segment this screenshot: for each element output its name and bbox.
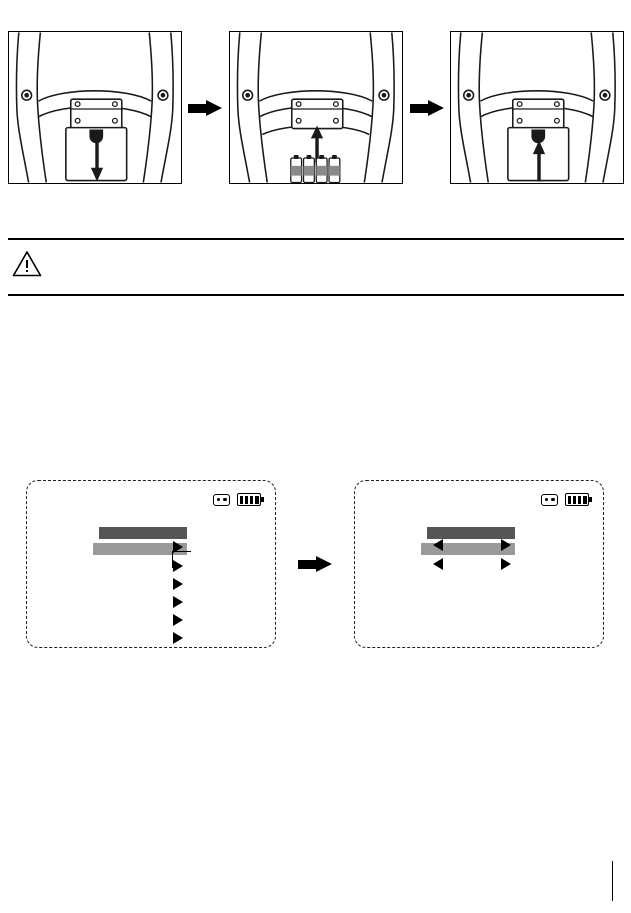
battery-icon <box>237 493 261 506</box>
menu-item-arrow[interactable] <box>173 541 183 553</box>
menu-title-bar <box>427 527 515 539</box>
status-icons <box>213 493 261 506</box>
camcorder-back-illustration <box>230 32 402 183</box>
step-arrow-1 <box>182 31 230 184</box>
menu-right-arrow[interactable] <box>501 539 511 551</box>
status-icons <box>541 493 589 506</box>
camcorder-back-illustration <box>9 32 181 183</box>
menu-screen-adjust <box>354 480 604 648</box>
battery-install-figure <box>8 30 624 185</box>
menu-title-bar <box>99 527 187 539</box>
step-arrow-2 <box>403 31 451 184</box>
battery-icon <box>565 493 589 506</box>
panel-close-cover <box>450 31 624 184</box>
tape-icon <box>541 494 558 506</box>
arrow-right-icon <box>410 100 444 116</box>
menu-item-arrow[interactable] <box>173 596 183 608</box>
menu-item-arrow[interactable] <box>173 614 183 626</box>
menu-item-arrow[interactable] <box>173 578 183 590</box>
arrow-right-icon <box>298 556 332 572</box>
menu-right-arrow[interactable] <box>501 558 511 570</box>
warning-triangle-icon <box>12 250 42 277</box>
menu-screens-figure <box>26 478 604 650</box>
camcorder-back-illustration <box>451 32 623 183</box>
step-arrow-3 <box>276 480 354 648</box>
menu-screen-list <box>26 480 276 648</box>
menu-item-arrow[interactable] <box>173 632 183 644</box>
rule-top <box>8 238 624 240</box>
panel-insert-batteries <box>229 31 403 184</box>
page-footer-mark <box>612 861 614 901</box>
caution-block <box>8 238 624 296</box>
menu-item-arrow[interactable] <box>173 560 183 572</box>
menu-left-arrow[interactable] <box>433 558 443 570</box>
panel-open-cover <box>8 31 182 184</box>
tape-icon <box>213 494 230 506</box>
menu-left-arrow[interactable] <box>433 539 443 551</box>
rule-bottom <box>8 294 624 296</box>
arrow-right-icon <box>188 100 222 116</box>
